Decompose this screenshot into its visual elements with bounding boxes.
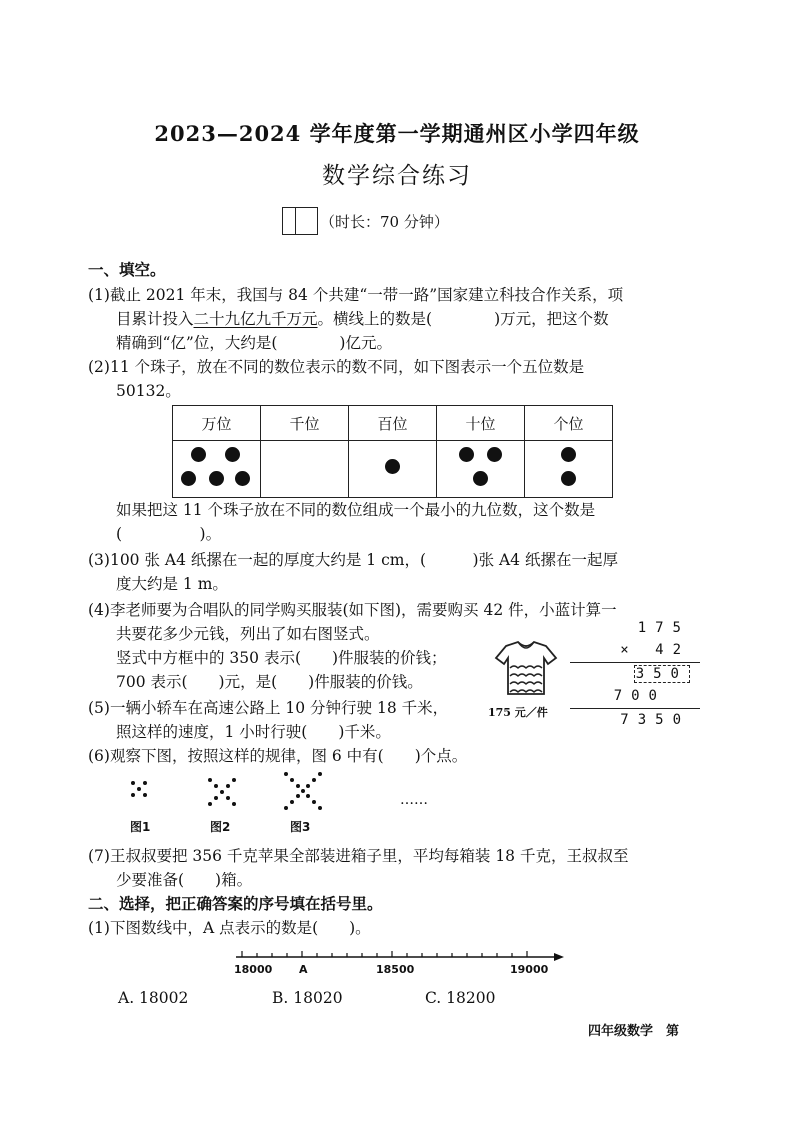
numline-label-18500: 18500 bbox=[376, 963, 415, 976]
pattern-3 bbox=[283, 771, 323, 811]
calc-multiplier: × 42 bbox=[620, 642, 690, 658]
calc-rule bbox=[570, 662, 700, 663]
duration-label: （时长：70 分钟） bbox=[320, 213, 449, 231]
bead-place-value-table bbox=[172, 405, 613, 498]
q2-line1: (2)11 个珠子，放在不同的数位表示的数不同，如下图表示一个五位数是 bbox=[88, 358, 585, 376]
q1-line3: 精确到“亿”位，大约是( )亿元。 bbox=[116, 334, 392, 352]
header-qian: 千位 bbox=[261, 406, 349, 441]
pattern-label-2: 图2 bbox=[210, 820, 231, 834]
bead bbox=[209, 471, 224, 486]
section2-heading: 二、选择，把正确答案的序号填在括号里。 bbox=[88, 894, 383, 913]
numline-label-18000: 18000 bbox=[234, 963, 273, 976]
q3-line1: (3)100 张 A4 纸摞在一起的厚度大约是 1 cm，( )张 A4 纸摞在一起厚 bbox=[88, 551, 618, 569]
q6-line1: (6)观察下图，按照这样的规律，图 6 中有( )个点。 bbox=[88, 747, 468, 765]
beads-wan bbox=[173, 441, 261, 498]
beads-shi bbox=[437, 441, 525, 498]
bead bbox=[561, 447, 576, 462]
s2-q1-line1: (1)下图数线中，A 点表示的数是( )。 bbox=[88, 919, 371, 937]
bead bbox=[225, 447, 240, 462]
header-bai: 百位 bbox=[349, 406, 437, 441]
q2-line3: 如果把这 11 个珠子放在不同的数位组成一个最小的九位数，这个数是 bbox=[116, 501, 596, 519]
page-title: 2023—2024 学年度第一学期通州区小学四年级 bbox=[154, 121, 640, 146]
page-footer: 四年级数学 第 bbox=[588, 1024, 680, 1039]
bead bbox=[191, 447, 206, 462]
costume-icon bbox=[492, 640, 560, 700]
pattern-2 bbox=[205, 775, 239, 809]
q4-line2: 共要花多少元钱，列出了如右图竖式。 bbox=[116, 625, 380, 643]
calc-rule bbox=[570, 708, 700, 709]
bead bbox=[385, 459, 400, 474]
numline-label-19000: 19000 bbox=[510, 963, 549, 976]
pattern-ellipsis: …… bbox=[400, 792, 428, 808]
bead bbox=[473, 471, 488, 486]
numline-label-a: A bbox=[299, 963, 308, 976]
calc-multiplicand: 175 bbox=[637, 620, 690, 636]
option-c: C. 18200 bbox=[425, 989, 496, 1007]
bead bbox=[181, 471, 196, 486]
bead bbox=[235, 471, 250, 486]
calc-partial1-boxed: 350 bbox=[635, 666, 688, 682]
section1-heading: 一、填空。 bbox=[88, 260, 166, 279]
q5-line2: 照这样的速度，1 小时行驶( )千米。 bbox=[116, 723, 391, 741]
beads-ge bbox=[525, 441, 613, 498]
q1-line2-a: 目累计投入 bbox=[116, 310, 194, 328]
q2-line2: 50132。 bbox=[116, 382, 181, 400]
score-box bbox=[282, 207, 318, 235]
pattern-label-3: 图3 bbox=[290, 820, 311, 834]
q1-line2-b: 。横线上的数是( )万元，把这个数 bbox=[317, 310, 609, 328]
q4-line4: 700 表示( )元，是( )件服装的价钱。 bbox=[116, 673, 423, 691]
q2-line4: ( )。 bbox=[116, 525, 222, 543]
q4-line3: 竖式中方框中的 350 表示( )件服装的价钱； bbox=[116, 649, 447, 667]
beads-bai bbox=[349, 441, 437, 498]
q3-line2: 度大约是 1 m。 bbox=[116, 575, 228, 593]
bead bbox=[487, 447, 502, 462]
q7-line1: (7)王叔叔要把 356 千克苹果全部装进箱子里，平均每箱装 18 千克，王叔叔至 bbox=[88, 847, 629, 865]
number-line bbox=[230, 945, 570, 965]
option-a: A. 18002 bbox=[118, 989, 189, 1007]
header-ge: 个位 bbox=[525, 406, 613, 441]
q4-line1: (4)李老师要为合唱队的同学购买服装(如下图)，需要购买 42 件，小蓝计算一 bbox=[88, 601, 617, 619]
calc-result: 7350 bbox=[620, 712, 690, 728]
q1-line2 bbox=[116, 309, 609, 329]
pattern-label-1: 图1 bbox=[130, 820, 151, 834]
calc-partial2: 700 bbox=[613, 688, 666, 704]
q1-underlined-number: 二十九亿九千万元 bbox=[193, 310, 318, 328]
bead bbox=[561, 471, 576, 486]
q1-line1: (1)截止 2021 年末，我国与 84 个共建“一带一路”国家建立科技合作关系，项 bbox=[88, 286, 624, 304]
header-shi: 十位 bbox=[437, 406, 525, 441]
page-subtitle: 数学综合练习 bbox=[322, 163, 472, 189]
price-tag: 175 元／件 bbox=[488, 706, 548, 719]
pattern-1 bbox=[125, 775, 155, 805]
bead bbox=[459, 447, 474, 462]
q5-line1: (5)一辆小轿车在高速公路上 10 分钟行驶 18 千米， bbox=[88, 699, 449, 717]
beads-qian bbox=[261, 441, 349, 498]
option-b: B. 18020 bbox=[272, 989, 343, 1007]
q7-line2: 少要准备( )箱。 bbox=[116, 871, 253, 889]
header-wan: 万位 bbox=[173, 406, 261, 441]
